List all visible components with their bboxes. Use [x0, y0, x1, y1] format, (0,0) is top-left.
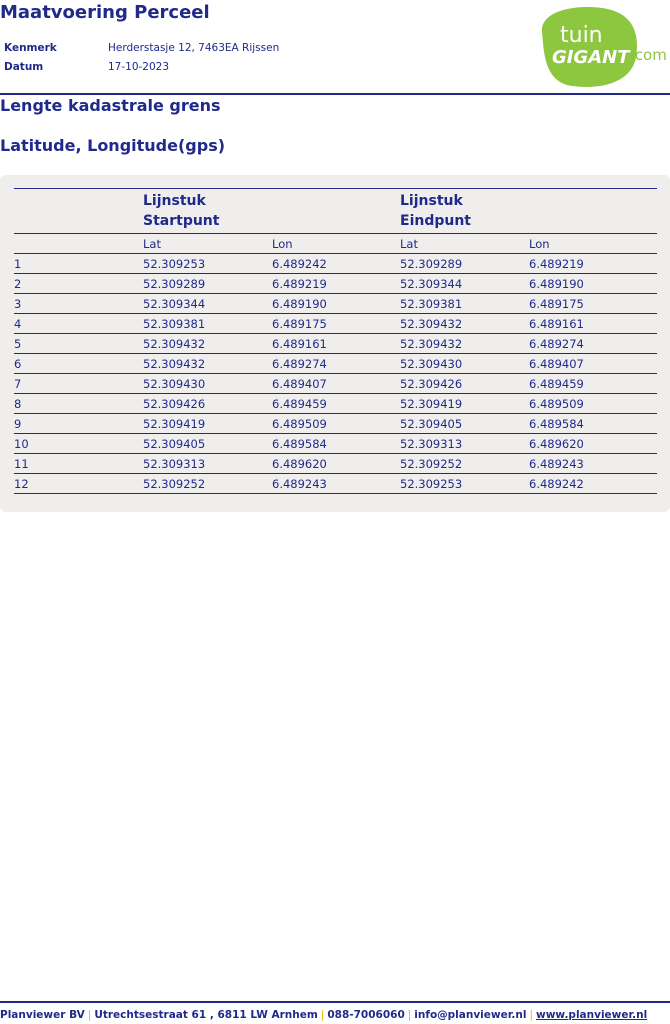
coordinate-cell: 6.489274: [529, 334, 657, 354]
logo-main-text: GIGANT: [552, 47, 630, 68]
coordinate-cell: 6.489509: [272, 414, 400, 434]
column-header-row: [14, 234, 657, 254]
coordinate-cell: 52.309381: [143, 314, 272, 334]
coordinate-cell: 6.489242: [272, 254, 400, 274]
coordinate-cell: 6.489175: [529, 294, 657, 314]
coordinate-cell: 52.309313: [400, 434, 529, 454]
coordinate-cell: 52.309344: [143, 294, 272, 314]
row-number-cell: 9: [14, 414, 143, 434]
row-number-cell: 1: [14, 254, 143, 274]
table-row: [14, 314, 657, 334]
datum-row: [4, 57, 279, 76]
kenmerk-value: Herderstasje 12, 7463EA Rijssen: [108, 41, 280, 54]
footer-phone: 088-7006060: [327, 1009, 405, 1021]
coordinate-cell: 52.309381: [400, 294, 529, 314]
row-number-cell: 11: [14, 454, 143, 474]
coordinate-cell: 6.489274: [272, 354, 400, 374]
coordinate-cell: 52.309289: [400, 254, 529, 274]
coordinate-cell: 52.309426: [143, 394, 272, 414]
group-header-row: [14, 189, 657, 234]
footer-email[interactable]: info@planviewer.nl: [414, 1009, 527, 1021]
coordinate-cell: 6.489584: [529, 414, 657, 434]
footer-company: Planviewer BV: [0, 1009, 85, 1021]
coordinates-table: [14, 188, 657, 494]
group-start-line2: Startpunt: [143, 213, 220, 229]
footer-divider: [0, 1001, 670, 1003]
coordinate-cell: 6.489459: [272, 394, 400, 414]
coordinate-cell: 52.309430: [400, 354, 529, 374]
coordinate-cell: 52.309405: [143, 434, 272, 454]
coordinate-cell: 6.489459: [529, 374, 657, 394]
kenmerk-row: [4, 38, 279, 57]
table-row: [14, 434, 657, 454]
coordinate-cell: 52.309430: [143, 374, 272, 394]
row-number-cell: 12: [14, 474, 143, 494]
coordinate-cell: 52.309289: [143, 274, 272, 294]
column-header: Lon: [529, 234, 657, 254]
coordinate-cell: 6.489190: [529, 274, 657, 294]
table-row: [14, 374, 657, 394]
coordinate-cell: 52.309419: [143, 414, 272, 434]
datum-value: 17-10-2023: [108, 60, 170, 73]
footer: Planviewer BV | Utrechtsestraat 61 , 6811 LW Arnhem | 088-7006060 | info@planviewer.nl | www.planviewer.nl: [0, 1009, 648, 1021]
coordinate-cell: 52.309426: [400, 374, 529, 394]
coordinate-cell: 6.489242: [529, 474, 657, 494]
coordinate-cell: 6.489190: [272, 294, 400, 314]
table-row: [14, 454, 657, 474]
table-row: [14, 294, 657, 314]
coordinate-cell: 6.489620: [529, 434, 657, 454]
coordinate-cell: 52.309432: [143, 334, 272, 354]
coordinate-cell: 52.309252: [143, 474, 272, 494]
table-row: [14, 334, 657, 354]
group-header-end: [400, 189, 657, 234]
row-number-cell: 2: [14, 274, 143, 294]
coordinate-cell: 6.489175: [272, 314, 400, 334]
header-divider: [0, 93, 670, 95]
page-title: Maatvoering Perceel: [0, 2, 210, 23]
coordinate-cell: 52.309253: [143, 254, 272, 274]
logo-suffix-text: .com: [630, 46, 667, 64]
row-number-cell: 7: [14, 374, 143, 394]
row-number-cell: 10: [14, 434, 143, 454]
empty-header-cell: [14, 189, 143, 234]
coordinate-cell: 6.489161: [272, 334, 400, 354]
column-header: Lat: [400, 234, 529, 254]
coordinate-cell: 6.489219: [272, 274, 400, 294]
row-number-cell: 6: [14, 354, 143, 374]
footer-website-link[interactable]: www.planviewer.nl: [536, 1009, 648, 1021]
column-header: Lon: [272, 234, 400, 254]
row-number-cell: 8: [14, 394, 143, 414]
coordinate-cell: 52.309419: [400, 394, 529, 414]
coordinate-cell: 52.309432: [143, 354, 272, 374]
empty-subheader-cell: [14, 234, 143, 254]
datum-label: Datum: [4, 60, 44, 73]
section-title: Lengte kadastrale grens: [0, 96, 221, 115]
table-row: [14, 474, 657, 494]
coordinate-cell: 52.309405: [400, 414, 529, 434]
coordinate-cell: 52.309344: [400, 274, 529, 294]
table-row: [14, 414, 657, 434]
coordinate-cell: 6.489407: [529, 354, 657, 374]
footer-address: Utrechtsestraat 61 , 6811 LW Arnhem: [94, 1009, 318, 1021]
table-row: [14, 254, 657, 274]
coordinate-cell: 52.309313: [143, 454, 272, 474]
coordinate-cell: 6.489584: [272, 434, 400, 454]
meta-block: [4, 38, 279, 76]
group-end-line1: Lijnstuk: [400, 193, 463, 209]
coordinate-cell: 6.489243: [272, 474, 400, 494]
table-row: [14, 394, 657, 414]
group-header-start: [143, 189, 400, 234]
row-number-cell: 5: [14, 334, 143, 354]
table-body: [14, 254, 657, 494]
coordinate-cell: 52.309252: [400, 454, 529, 474]
coordinates-card: [0, 175, 670, 512]
coordinate-cell: 6.489161: [529, 314, 657, 334]
coordinate-cell: 6.489407: [272, 374, 400, 394]
row-number-cell: 3: [14, 294, 143, 314]
coordinate-cell: 52.309253: [400, 474, 529, 494]
coordinate-cell: 6.489219: [529, 254, 657, 274]
coordinate-cell: 6.489243: [529, 454, 657, 474]
kenmerk-label: Kenmerk: [4, 41, 57, 54]
coordinate-cell: 52.309432: [400, 314, 529, 334]
coordinate-cell: 6.489620: [272, 454, 400, 474]
row-number-cell: 4: [14, 314, 143, 334]
coordinate-cell: 52.309432: [400, 334, 529, 354]
group-start-line1: Lijnstuk: [143, 193, 206, 209]
column-header: Lat: [143, 234, 272, 254]
group-end-line2: Eindpunt: [400, 213, 471, 229]
table-row: [14, 354, 657, 374]
coordinate-cell: 6.489509: [529, 394, 657, 414]
subsection-title: Latitude, Longitude(gps): [0, 136, 226, 155]
logo-top-text: tuin: [560, 23, 603, 48]
table-row: [14, 274, 657, 294]
tuingigant-logo: [532, 2, 670, 90]
